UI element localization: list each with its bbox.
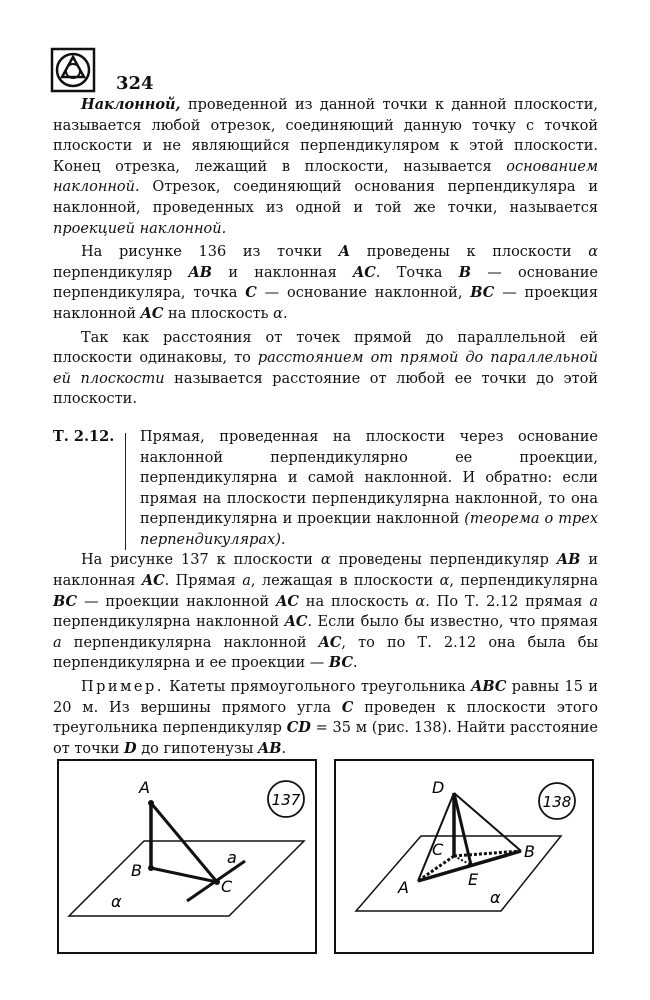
text: Так как расстояния от точек прямой до параллельной ей плоскости одинаковы, то: [53, 329, 598, 367]
theorem-name: (теорема о трех перпендикулярах).: [140, 511, 598, 548]
text: проведены перпендикуляр: [330, 552, 557, 569]
text: проведенной из данной точки к данной плоскости, называется любой отрезок, соединяющий данную точку с точкой плоскости и не являющийся перпендикуляром к этой плоскости. Конец отрезка, лежащий в плоскости, называется: [53, 97, 598, 175]
text: проведены к плоскости: [350, 244, 589, 261]
theorem-block: [53, 427, 598, 551]
page-body: [53, 95, 598, 759]
label-alpha: α: [111, 892, 122, 911]
text: . Точка: [375, 264, 459, 281]
math: a: [242, 573, 251, 590]
label-a-point: A: [139, 778, 150, 797]
paragraph-example: [53, 677, 598, 759]
math: BC: [328, 654, 353, 672]
theorem-label: Т. 2.12.: [53, 427, 115, 445]
text: . Если было бы известно, что прямая: [307, 614, 599, 631]
example-label: Пример.: [81, 679, 164, 696]
math: C: [341, 698, 354, 716]
text: — основание наклонной,: [256, 285, 471, 302]
figure-138-drawing: [336, 761, 592, 952]
label-e-point: E: [468, 870, 479, 889]
math: α: [273, 305, 283, 322]
figure-138: [334, 759, 594, 954]
circle-triangle-icon: [50, 47, 96, 93]
text: Прямая, проведенная на плоскости через основание наклонной перпендикулярно ее проекции, перпендикулярна и самой наклонной. И обратно: если прямая на плоскости перпендикулярна наклонной, то она перпендикулярна и проекции наклонной: [140, 428, 598, 528]
text: . Прямая: [164, 573, 243, 590]
text: .: [353, 655, 358, 672]
paragraph-figure-137: [53, 550, 598, 674]
text: , то по Т. 2.12 она была бы перпендикулярна и ее проекции —: [53, 634, 598, 672]
math: AC: [353, 263, 376, 281]
math: BC: [470, 284, 495, 302]
text: перпендикуляр: [53, 264, 189, 281]
figure-137: [57, 759, 317, 954]
term-inclined: Наклонной,: [81, 96, 181, 113]
text: — проекции наклонной: [77, 593, 277, 610]
term-distance: расстоянием от прямой до параллельной ей плоскости: [53, 350, 598, 387]
text: на плоскость: [163, 305, 274, 322]
text: , перпендикулярна: [449, 573, 598, 590]
label-b-point: B: [524, 842, 535, 861]
text: Катеты прямоугольного треугольника: [163, 679, 472, 696]
math: AC: [140, 304, 164, 322]
text: На рисунке 136 из точки: [81, 244, 339, 261]
math: AB: [258, 739, 282, 757]
math: CD: [286, 719, 311, 737]
text: . По Т. 2.12 прямая: [425, 593, 590, 610]
text: называется расстояние от любой ее точки до этой плоскости.: [53, 370, 598, 408]
plane-alpha: [69, 841, 304, 916]
figure-number: 137: [271, 791, 301, 809]
label-alpha: α: [490, 888, 501, 907]
text: проведен к плоскости этого треугольника перпендикуляр: [53, 699, 598, 737]
math: B: [458, 263, 471, 281]
text: .: [282, 305, 288, 322]
text: На рисунке 137 к плоскости: [81, 552, 321, 569]
math: AB: [556, 551, 581, 569]
math: a: [53, 634, 62, 651]
paragraph-distance: [53, 328, 598, 410]
label-b-point: B: [131, 861, 142, 880]
math: BC: [53, 592, 78, 610]
label-c-point: C: [221, 877, 233, 896]
math: ABC: [471, 678, 507, 696]
text: = 35 м (рис. 138). Найти расстояние от точки: [53, 720, 598, 757]
text: — проекция наклонной: [53, 285, 598, 322]
text: и наклонная: [212, 264, 354, 281]
text: Отрезок, соединяющий основания перпендикуляра и наклонной, проведенных из одной и той же точки, называется: [53, 179, 598, 216]
text: на плоскость: [298, 593, 416, 610]
math: D: [124, 739, 137, 757]
math: AC: [276, 592, 299, 610]
math: C: [245, 284, 257, 302]
math: α: [415, 593, 426, 610]
math: a: [589, 593, 598, 610]
math: AC: [318, 633, 342, 651]
label-d-point: D: [432, 778, 445, 797]
theorem-divider: [125, 433, 126, 551]
paragraph-definition: [53, 95, 598, 239]
point-a: [148, 800, 154, 806]
math: α: [320, 552, 331, 569]
text: перпендикулярна наклонной: [61, 634, 319, 651]
point-b: [148, 865, 154, 871]
label-c-point: C: [432, 840, 444, 859]
math: AC: [284, 613, 308, 631]
text: равны 15 и 20 м. Из вершины прямого угла: [53, 679, 598, 716]
text: до гипотенузы: [136, 740, 259, 757]
theorem-text: [140, 427, 598, 551]
paragraph-figure-136: [53, 242, 598, 324]
math: AC: [141, 572, 165, 590]
point-c: [214, 879, 220, 885]
math: AB: [188, 263, 213, 281]
math: α: [588, 244, 598, 261]
math: α: [439, 573, 450, 590]
text: .: [281, 740, 287, 757]
page-number: 324: [116, 73, 154, 94]
label-a-point: A: [398, 878, 409, 897]
math: A: [338, 243, 351, 261]
chapter-logo: [50, 47, 96, 93]
segment-de: [454, 793, 471, 865]
label-line-a: a: [227, 848, 237, 867]
figure-number: 138: [542, 793, 572, 811]
term-projection: проекцией наклонной.: [53, 220, 227, 237]
text: — основание перпендикуляра, точка: [53, 264, 598, 302]
segment-db: [454, 793, 521, 851]
term-base: основанием наклонной.: [53, 158, 598, 196]
text: и наклонная: [53, 552, 598, 590]
text: перпендикулярна наклонной: [53, 614, 285, 631]
text: , лежащая в плоскости: [250, 573, 440, 590]
figure-137-drawing: [59, 761, 315, 952]
